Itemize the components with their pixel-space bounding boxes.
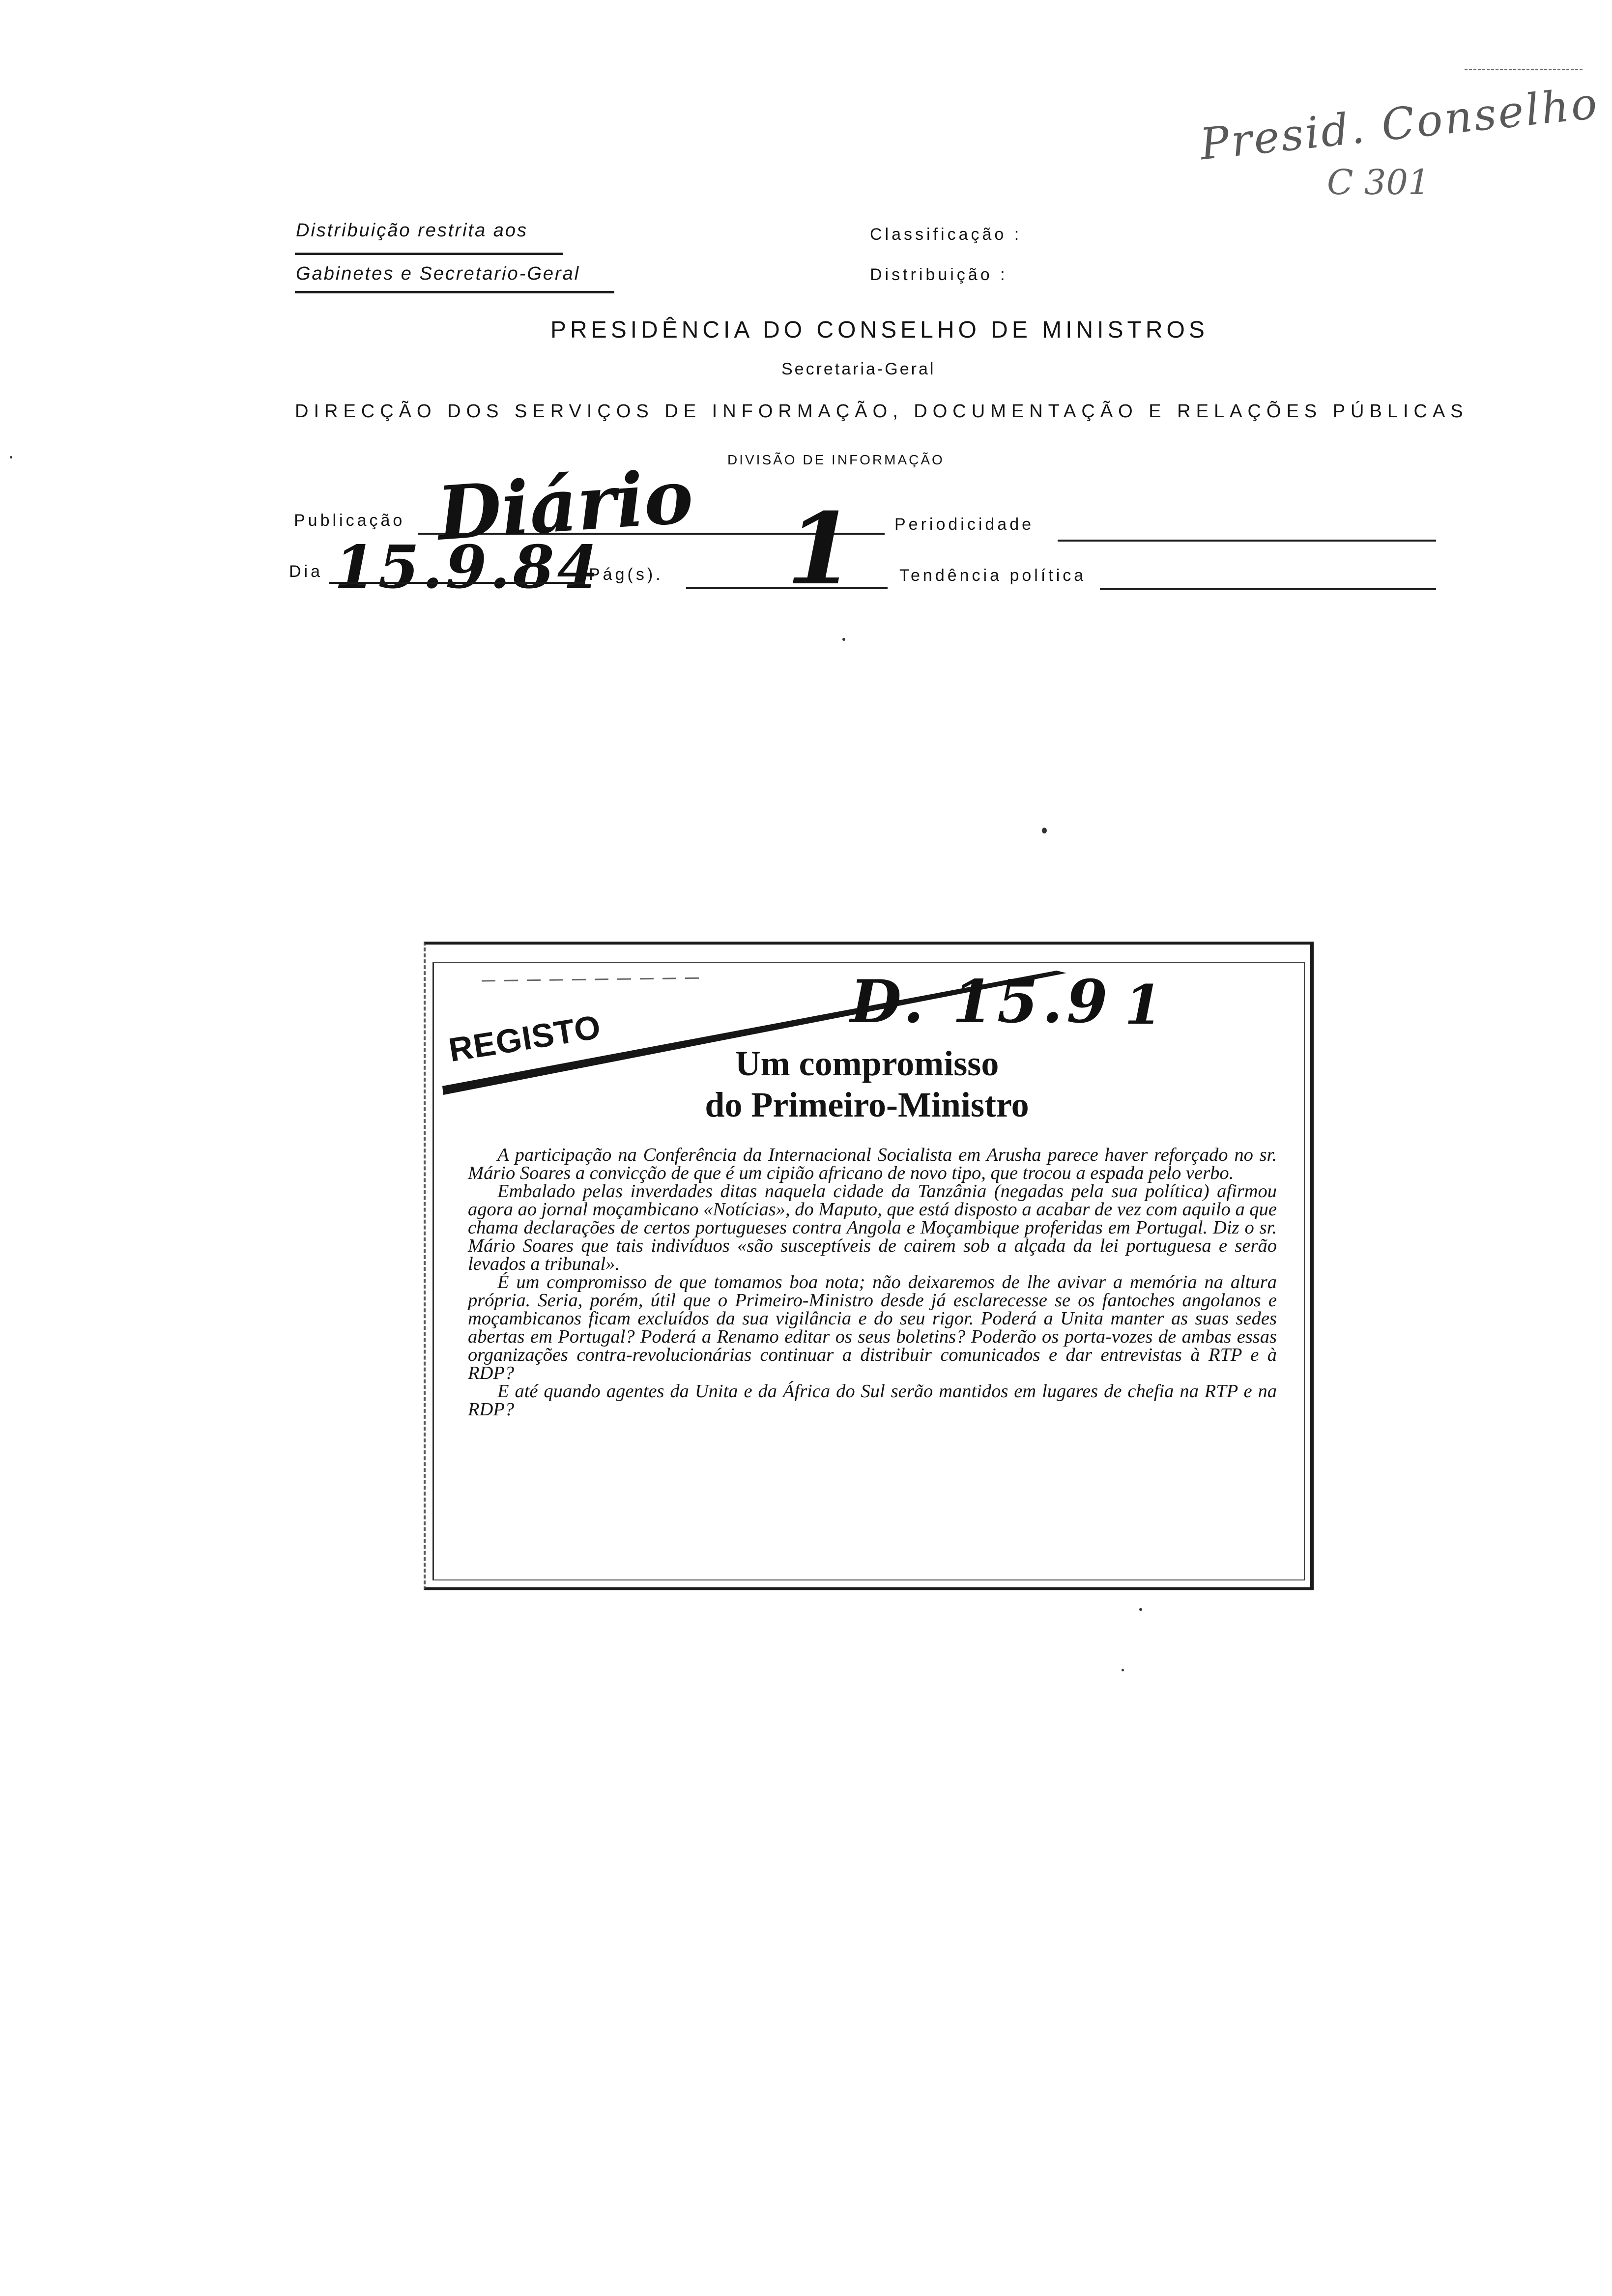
periodicity-label: Periodicidade: [894, 515, 1035, 534]
scan-speck: [10, 456, 12, 459]
clipping-section-label: REGISTO: [446, 1008, 604, 1069]
clipping-paragraph: Embalado pelas inverdades ditas naquela cidade da Tanzânia (negadas pela sua política) afirmou agora ao jornal moçambicano «Notícias», do Maputo, que está disposto a acabar de vez com aquilo a que chama declarações de certos portugueses contra Angola e Moçambique proferidas em Portugal. Diz o sr. Mário Soares que tais indivíduos «são susceptíveis de cairem sob a alçada da lei portuguesa e serão levados a tribunal».: [468, 1181, 1277, 1274]
periodicity-line: [1058, 540, 1436, 542]
pages-label: Pág(s).: [589, 565, 663, 584]
underline: [295, 253, 563, 255]
handwritten-annotation: C 301: [1327, 162, 1430, 202]
classification-label: Classificação :: [870, 225, 1022, 244]
clipping-paragraph: É um compromisso de que tomamos boa nota; não deixaremos de lhe avivar a memória na altura própria. Seria, porém, útil que o Primeiro-Ministro desde já esclarecesse se os fantoches angolanos e moçambicanos ficam excluídos da sua vigilância e do seu rigor. Poderá a Unita manter as suas sedes abertas em Portugal? Poderá a Renamo editar os seus boletins? Poderão os porta-vozes de ambas essas organizações contra-revolucionárias continuar a distribuir comunicados e dar entrevistas à RTP e à RDP?: [468, 1272, 1277, 1383]
clipping-headline: [621, 1043, 1113, 1125]
division-name: DIVISÃO DE INFORMAÇÃO: [727, 452, 945, 467]
scan-speck: [1139, 1608, 1142, 1611]
publication-label: Publicação: [294, 511, 405, 530]
day-value-handwritten: 15.9.84: [334, 533, 602, 602]
distribution-recipients: Gabinetes e Secretario-Geral: [296, 263, 580, 284]
department-name: DIRECÇÃO DOS SERVIÇOS DE INFORMAÇÃO, DOCUMENTAÇÃO E RELAÇÕES PÚBLICAS: [295, 401, 1468, 422]
scan-speck: [1042, 828, 1047, 833]
clipping-paragraph: E até quando agentes da Unita e da África do Sul serão mantidos em lugares de chefia na RTP e na RDP?: [468, 1381, 1277, 1420]
clipping-paragraph: A participação na Conferência da Internacional Socialista em Arusha parece haver reforçado no sr. Mário Soares a convicção de que é um cipião africano de novo tipo, que trocou a espada pelo verbo.: [468, 1145, 1277, 1183]
pages-value-handwritten: 1: [786, 491, 855, 607]
underline: [295, 291, 614, 293]
tendency-line: [1100, 588, 1436, 590]
page-subtitle: Secretaria-Geral: [781, 360, 936, 378]
day-line: [329, 582, 585, 584]
distribution-label: Distribuição :: [870, 265, 1008, 284]
handwritten-annotation: Presid. Conselho: [1197, 77, 1602, 170]
headline-line-2: do Primeiro-Ministro: [705, 1085, 1029, 1124]
publication-value-handwritten: Diário: [434, 453, 696, 557]
clipping-handwritten-date: D. 15.9: [850, 967, 1112, 1036]
page-title: PRESIDÊNCIA DO CONSELHO DE MINISTROS: [550, 317, 1209, 343]
clipping-body: [468, 1146, 1277, 1419]
scan-dash-mark: [1465, 69, 1583, 70]
scan-speck: [1122, 1669, 1124, 1671]
headline-line-1: Um compromisso: [735, 1044, 999, 1083]
day-label: Dia: [289, 562, 323, 581]
tendency-label: Tendência política: [899, 566, 1087, 585]
scan-speck: [842, 638, 845, 641]
distribution-restriction: Distribuição restrita aos: [296, 220, 528, 241]
clipping-handwritten-page: 1: [1124, 973, 1162, 1036]
